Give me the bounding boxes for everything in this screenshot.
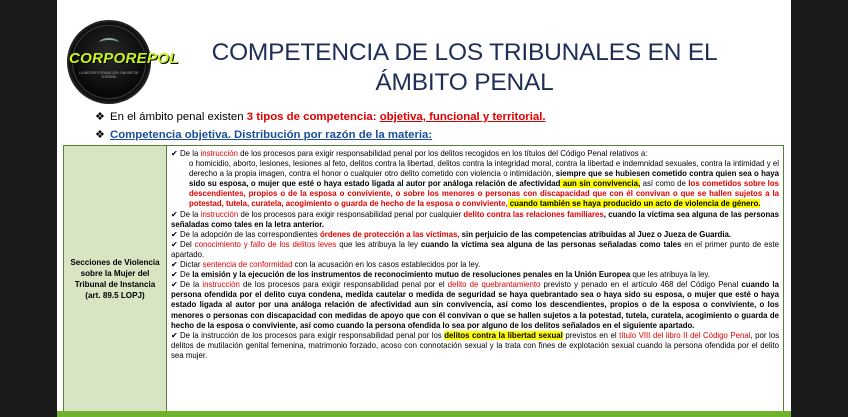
slide-title-line1: COMPETENCIA DE LOS TRIBUNALES EN EL	[211, 39, 718, 66]
corporepol-logo	[69, 22, 179, 102]
slide-title	[177, 38, 752, 98]
checkmark-icon: ✔	[171, 330, 178, 340]
competence-table	[63, 145, 784, 412]
list-item: ✔ De la instrucción de los procesos para exigir responsabilidad penal por los delitos contra la libertad sexual previstos en el título VIII del libro II del Código Penal, por los delitos de mutilación genital femenina, matrimonio forzado, acoso con connotación sexual y la trata con fines de explotación sexual cuando la persona ofendida por el delito sea mujer.	[171, 330, 780, 360]
bullet1-types: objetiva, funcional y territorial.	[379, 111, 546, 123]
checkmark-icon: ✔	[171, 209, 178, 219]
list-item: ✔ De la instrucción de los procesos para exigir responsabilidad penal por cualquier delito contra las relaciones familiares, cuando la víctima sea alguna de las personas señaladas como tales en la letra anterior.	[171, 209, 779, 229]
checkmark-icon: ✔	[171, 270, 178, 280]
bullet-competence-types	[95, 110, 546, 123]
circle-bullet-icon: o	[189, 159, 196, 169]
list-item: o homicidio, aborto, lesiones, lesiones al feto, delitos contra la libertad, delitos contra la integridad moral, contra la libertad e indemnidad sexuales, contra la intimidad y el derecho a la propia imagen, contra el honor o cualquier otro delito cometido con violencia o intimidación, siempre que se hubiesen cometido contra quien sea o haya sido su esposa, o mujer que esté o haya estado ligada al autor por análoga relación de afectividad aun sin convivencia, así como de los cometidos sobre los descendientes, propios o de la esposa o conviviente, o sobre los menores o personas con discapacidad que con él convivan o que se hallen sujetos a la potestad, tutela, curatela, acogimiento o guarda de hecho de la esposa o conviviente, cuando también se haya producido un acto de violencia de género.	[189, 159, 780, 209]
list-item: ✔ Del conocimiento y fallo de los delitos leves que les atribuya la ley cuando la víctima sea alguna de las personas señaladas como tales en el primer punto de este apartado.	[171, 239, 779, 259]
table-left-cell: Secciones de Violencia sobre la Mujer del Tribunal de Instancia (art. 89.5 LOPJ)	[64, 146, 167, 411]
list-item: ✔ Dictar sentencia de conformidad con la acusación en los casos establecidos por la ley.	[171, 260, 481, 270]
bullet2-text: Competencia objetiva. Distribución por razón de la materia:	[110, 129, 433, 141]
logo-tagline: LA MEJOR FORMACIÓN ONLINE DE ESPAÑA	[79, 71, 139, 79]
diamond-bullet-icon: ❖	[95, 129, 105, 141]
table-right-cell	[167, 146, 783, 411]
checkmark-icon: ✔	[171, 280, 178, 290]
slide	[57, 0, 791, 417]
bullet-objective-competence	[95, 128, 432, 141]
checkmark-icon: ✔	[171, 149, 178, 158]
logo-name: CORPOREPOL	[69, 50, 179, 67]
bullet1-highlight: 3 tipos de competencia:	[246, 111, 377, 123]
slide-title-line2: ÁMBITO PENAL	[375, 69, 554, 96]
logo-crest-icon	[99, 38, 119, 48]
list-item: ✔ De la emisión y la ejecución de los instrumentos de reconocimiento mutuo de resoluciones penales en la Unión Europea que les atribuya la ley.	[171, 270, 710, 280]
checkmark-icon: ✔	[171, 239, 178, 249]
bullet1-prefix: En el ámbito penal existen	[110, 111, 247, 123]
checkmark-icon: ✔	[171, 260, 178, 270]
list-item: ✔ De la adopción de las correspondientes órdenes de protección a las víctimas, sin perjuicio de las competencias atribuidas al Juez o Jueza de Guardia.	[171, 229, 732, 239]
footer-band	[57, 411, 791, 417]
checkmark-icon: ✔	[171, 229, 178, 239]
diamond-bullet-icon: ❖	[95, 111, 105, 123]
list-item: ✔ De la instrucción de los procesos para exigir responsabilidad penal por los delitos recogidos en los títulos del Código Penal relativos a:	[171, 149, 648, 158]
list-item: ✔ De la instrucción de los procesos para exigir responsabilidad penal por el delito de quebrantamiento previsto y penado en el artículo 468 del Código Penal cuando la persona ofendida por el delito cuya condena, medida cautelar o medida de seguridad se haya quebrantado sea o haya sido su esposa, o mujer que esté o haya estado ligada al autor por una análoga relación de afectividad aun sin convivencia, así como los descendientes, propios o de la esposa o conviviente, o los menores o personas con discapacidad con medidas de apoyo que con él convivan o que se hallen sujetos a la potestad, tutela, curatela, acogimiento o guarda de hecho de la esposa o conviviente, así como cuando la persona ofendida lo sea por alguno de los delitos señalados en el siguiente apartado.	[171, 280, 779, 330]
